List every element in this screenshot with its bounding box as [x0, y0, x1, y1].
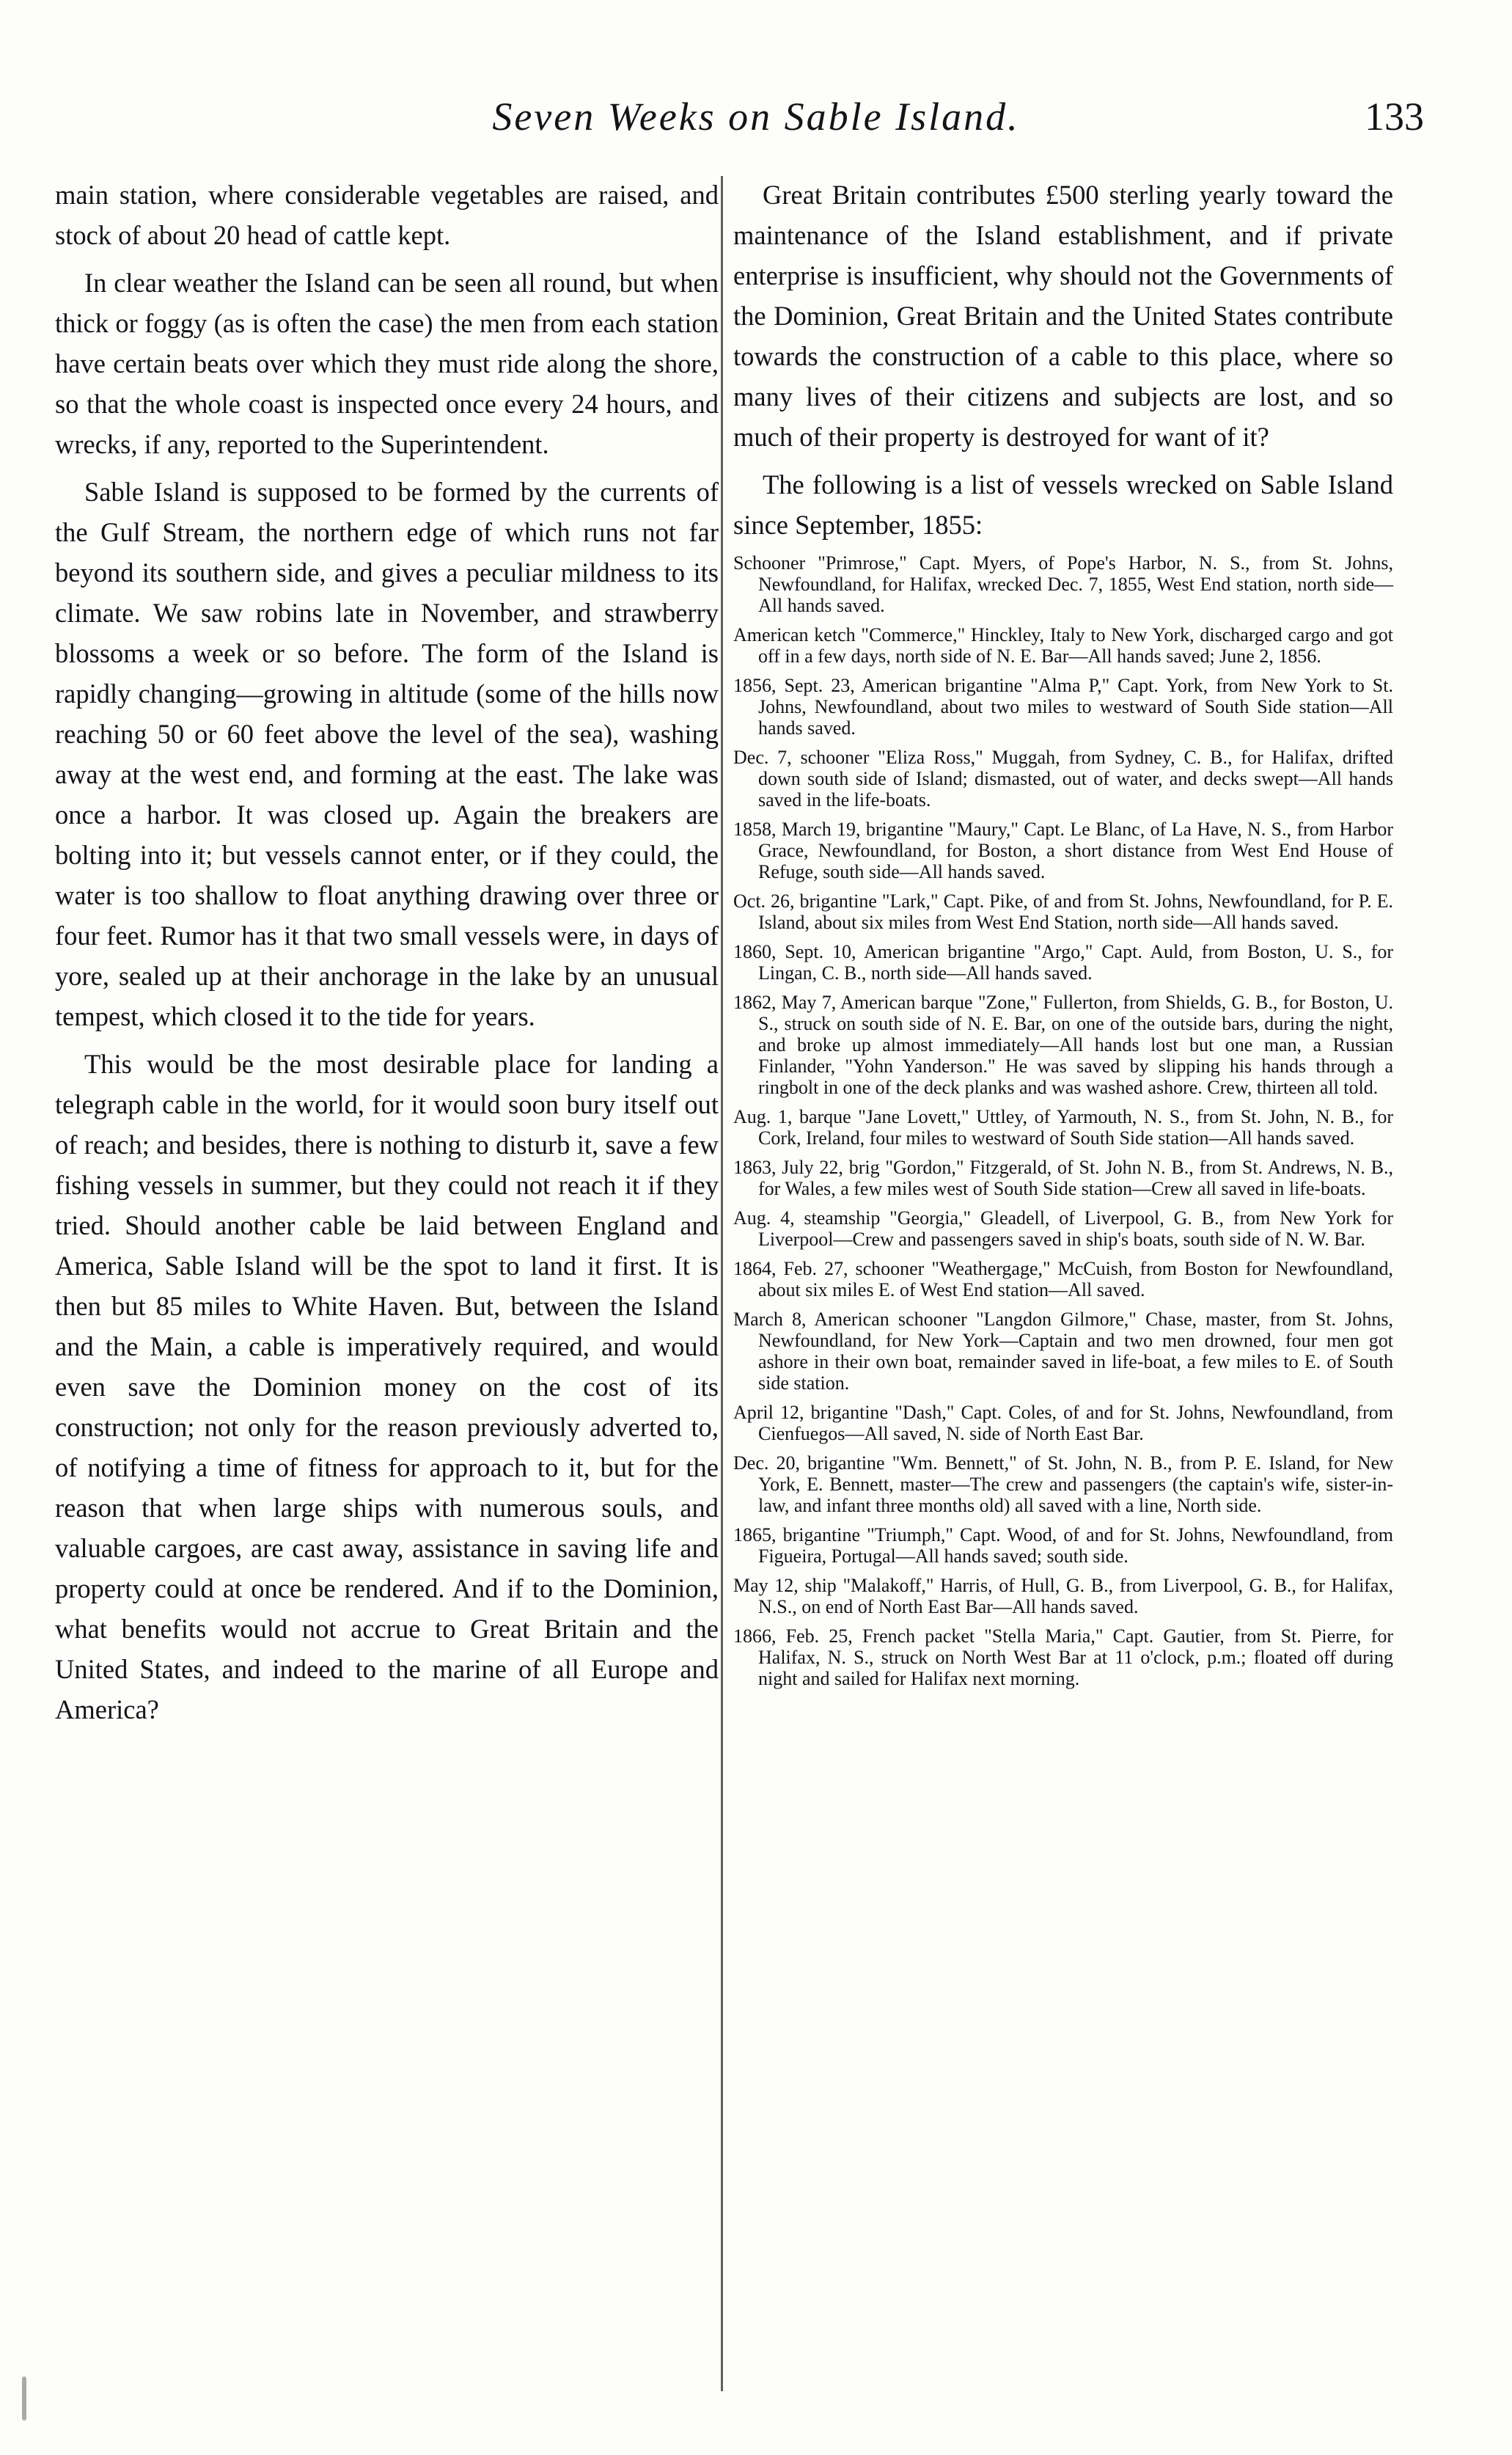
wreck-entry: 1860, Sept. 10, American brigantine "Argo," Capt. Auld, from Boston, U. S., for Lingan, C. B., north side—All hands saved.	[733, 941, 1393, 984]
page-header	[0, 94, 1512, 153]
paragraph: This would be the most desirable place for landing a telegraph cable in the world, for it would soon bury itself out of reach; and besides, there is nothing to disturb it, save a few fishing vessels in summer, but they could not reach it if they tried. Should another cable be laid between England and America, Sable Island will be the spot to land it first. It is then but 85 miles to White Haven. But, between the Island and the Main, a cable is imperatively required, and would even save the Dominion money on the cost of its construction; not only for the reason previously adverted to, of notifying a time of fitness for approach to it, but for the reason that when large ships with numerous souls, and valuable cargoes, are cast away, assistance in saving life and property could at once be rendered. And if to the Dominion, what benefits would not accrue to Great Britain and the United States, and indeed to the marine of all Europe and America?	[55, 1049, 719, 1724]
wreck-entry: 1866, Feb. 25, French packet "Stella Maria," Capt. Gautier, from St. Pierre, for Halifax, N. S., struck on North West Bar at 11 o'clock, p.m.; floated off during night and sailed for Halifax next morning.	[733, 1625, 1393, 1689]
wreck-entry: 1858, March 19, brigantine "Maury," Capt. Le Blanc, of La Have, N. S., from Harbor Grace, Newfoundland, for Boston, a short distance from West End House of Refuge, south side—All hands saved.	[733, 819, 1393, 882]
wreck-entry: March 8, American schooner "Langdon Gilmore," Chase, master, from St. Johns, Newfoundland, for New York—Captain and two men drowned, four men got ashore in their own boat, remainder saved in life-boat, a few miles to E. of South side station.	[733, 1309, 1393, 1394]
wreck-entry: Oct. 26, brigantine "Lark," Capt. Pike, of and from St. Johns, Newfoundland, for P. E. Island, about six miles from West End Station, north side—All hands saved.	[733, 890, 1393, 933]
paragraph: Great Britain contributes £500 sterling yearly toward the maintenance of the Island establishment, and if private enterprise is insufficient, why should not the Governments of the Dominion, Great Britain and the United States contribute towards the construction of a cable to this place, where so many lives of their citizens and subjects are lost, and so much of their property is destroyed for want of it?	[733, 180, 1393, 452]
paragraph: main station, where considerable vegetables are raised, and stock of about 20 head of cattle kept.	[55, 180, 719, 250]
paragraph: In clear weather the Island can be seen all round, but when thick or foggy (as is often the case) the men from each station have certain beats over which they must ride along the shore, so that the whole coast is inspected once every 24 hours, and wrecks, if any, reported to the Superintendent.	[55, 268, 719, 459]
page-number: 133	[1365, 95, 1424, 139]
wreck-entry: Aug. 1, barque "Jane Lovett," Uttley, of Yarmouth, N. S., from St. John, N. B., for Cork, Ireland, four miles to westward of South Side station—All hands saved.	[733, 1106, 1393, 1149]
wreck-entry: Schooner "Primrose," Capt. Myers, of Pope's Harbor, N. S., from St. Johns, Newfoundland, for Halifax, wrecked Dec. 7, 1855, West End station, north side—All hands saved.	[733, 552, 1393, 616]
wreck-entry: 1856, Sept. 23, American brigantine "Alma P," Capt. York, from New York to St. Johns, Newfoundland, about two miles to westward of South Side station—All hands saved.	[733, 675, 1393, 739]
wreck-entry: Dec. 7, schooner "Eliza Ross," Muggah, from Sydney, C. B., for Halifax, drifted down south side of Island; dismasted, out of water, and decks swept—All hands saved in the life-boats.	[733, 747, 1393, 811]
running-title: Seven Weeks on Sable Island.	[492, 95, 1020, 139]
wreck-entry: American ketch "Commerce," Hinckley, Italy to New York, discharged cargo and got off in a few days, north side of N. E. Bar—All hands saved; June 2, 1856.	[733, 624, 1393, 667]
wreck-entry: May 12, ship "Malakoff," Harris, of Hull, G. B., from Liverpool, G. B., for Halifax, N.S., on end of North East Bar—All hands saved.	[733, 1575, 1393, 1617]
wreck-entry: 1862, May 7, American barque "Zone," Fullerton, from Shields, G. B., for Boston, U. S., struck on south side of N. E. Bar, on one of the outside bars, during the night, and broke up almost immediately—All hands lost but one man, a Russian Finlander, "Yohn Yanderson." He was saved by slipping his hands through a ringbolt in one of the deck planks and was washed ashore. Crew, thirteen all told.	[733, 992, 1393, 1098]
wreck-entry: April 12, brigantine "Dash," Capt. Coles, of and for St. Johns, Newfoundland, from Cienfuegos—All saved, N. side of North East Bar.	[733, 1402, 1393, 1444]
page-edge-mark	[22, 2377, 26, 2421]
wreck-entry: Dec. 20, brigantine "Wm. Bennett," of St. John, N. B., from P. E. Island, for New York, E. Bennett, master—The crew and passengers (the captain's wife, sister-in-law, and infant three months old) all saved with a line, North side.	[733, 1452, 1393, 1516]
wreck-entry: 1865, brigantine "Triumph," Capt. Wood, of and for St. Johns, Newfoundland, from Figueira, Portugal—All hands saved; south side.	[733, 1524, 1393, 1567]
wreck-entry: Aug. 4, steamship "Georgia," Gleadell, of Liverpool, G. B., from New York for Liverpool—Crew and passengers saved in ship's boats, south side of N. W. Bar.	[733, 1207, 1393, 1250]
wreck-entry: 1863, July 22, brig "Gordon," Fitzgerald, of St. John N. B., from St. Andrews, N. B., for Wales, a few miles west of South Side station—Crew all saved in life-boats.	[733, 1157, 1393, 1199]
list-intro: The following is a list of vessels wrecked on Sable Island since September, 1855:	[733, 469, 1393, 540]
wreck-entry: 1864, Feb. 27, schooner "Weathergage," McCuish, from Boston for Newfoundland, about six miles E. of West End station—All saved.	[733, 1258, 1393, 1300]
wreck-list	[733, 552, 1393, 1689]
column-divider	[721, 176, 723, 2391]
paragraph: Sable Island is supposed to be formed by the currents of the Gulf Stream, the northern edge of which runs not far beyond its southern side, and gives a peculiar mildness to its climate. We saw robins late in November, and strawberry blossoms a week or so before. The form of the Island is rapidly changing—growing in altitude (some of the hills now reaching 50 or 60 feet above the level of the sea), washing away at the west end, and forming at the east. The lake was once a harbor. It was closed up. Again the breakers are bolting into it; but vessels cannot enter, or if they could, the water is too shallow to float anything drawing over three or four feet. Rumor has it that two small vessels were, in days of yore, sealed up at their anchorage in the lake by an unusual tempest, which closed it to the tide for years.	[55, 477, 719, 1031]
right-column	[733, 175, 1393, 1697]
left-column	[55, 175, 719, 1737]
